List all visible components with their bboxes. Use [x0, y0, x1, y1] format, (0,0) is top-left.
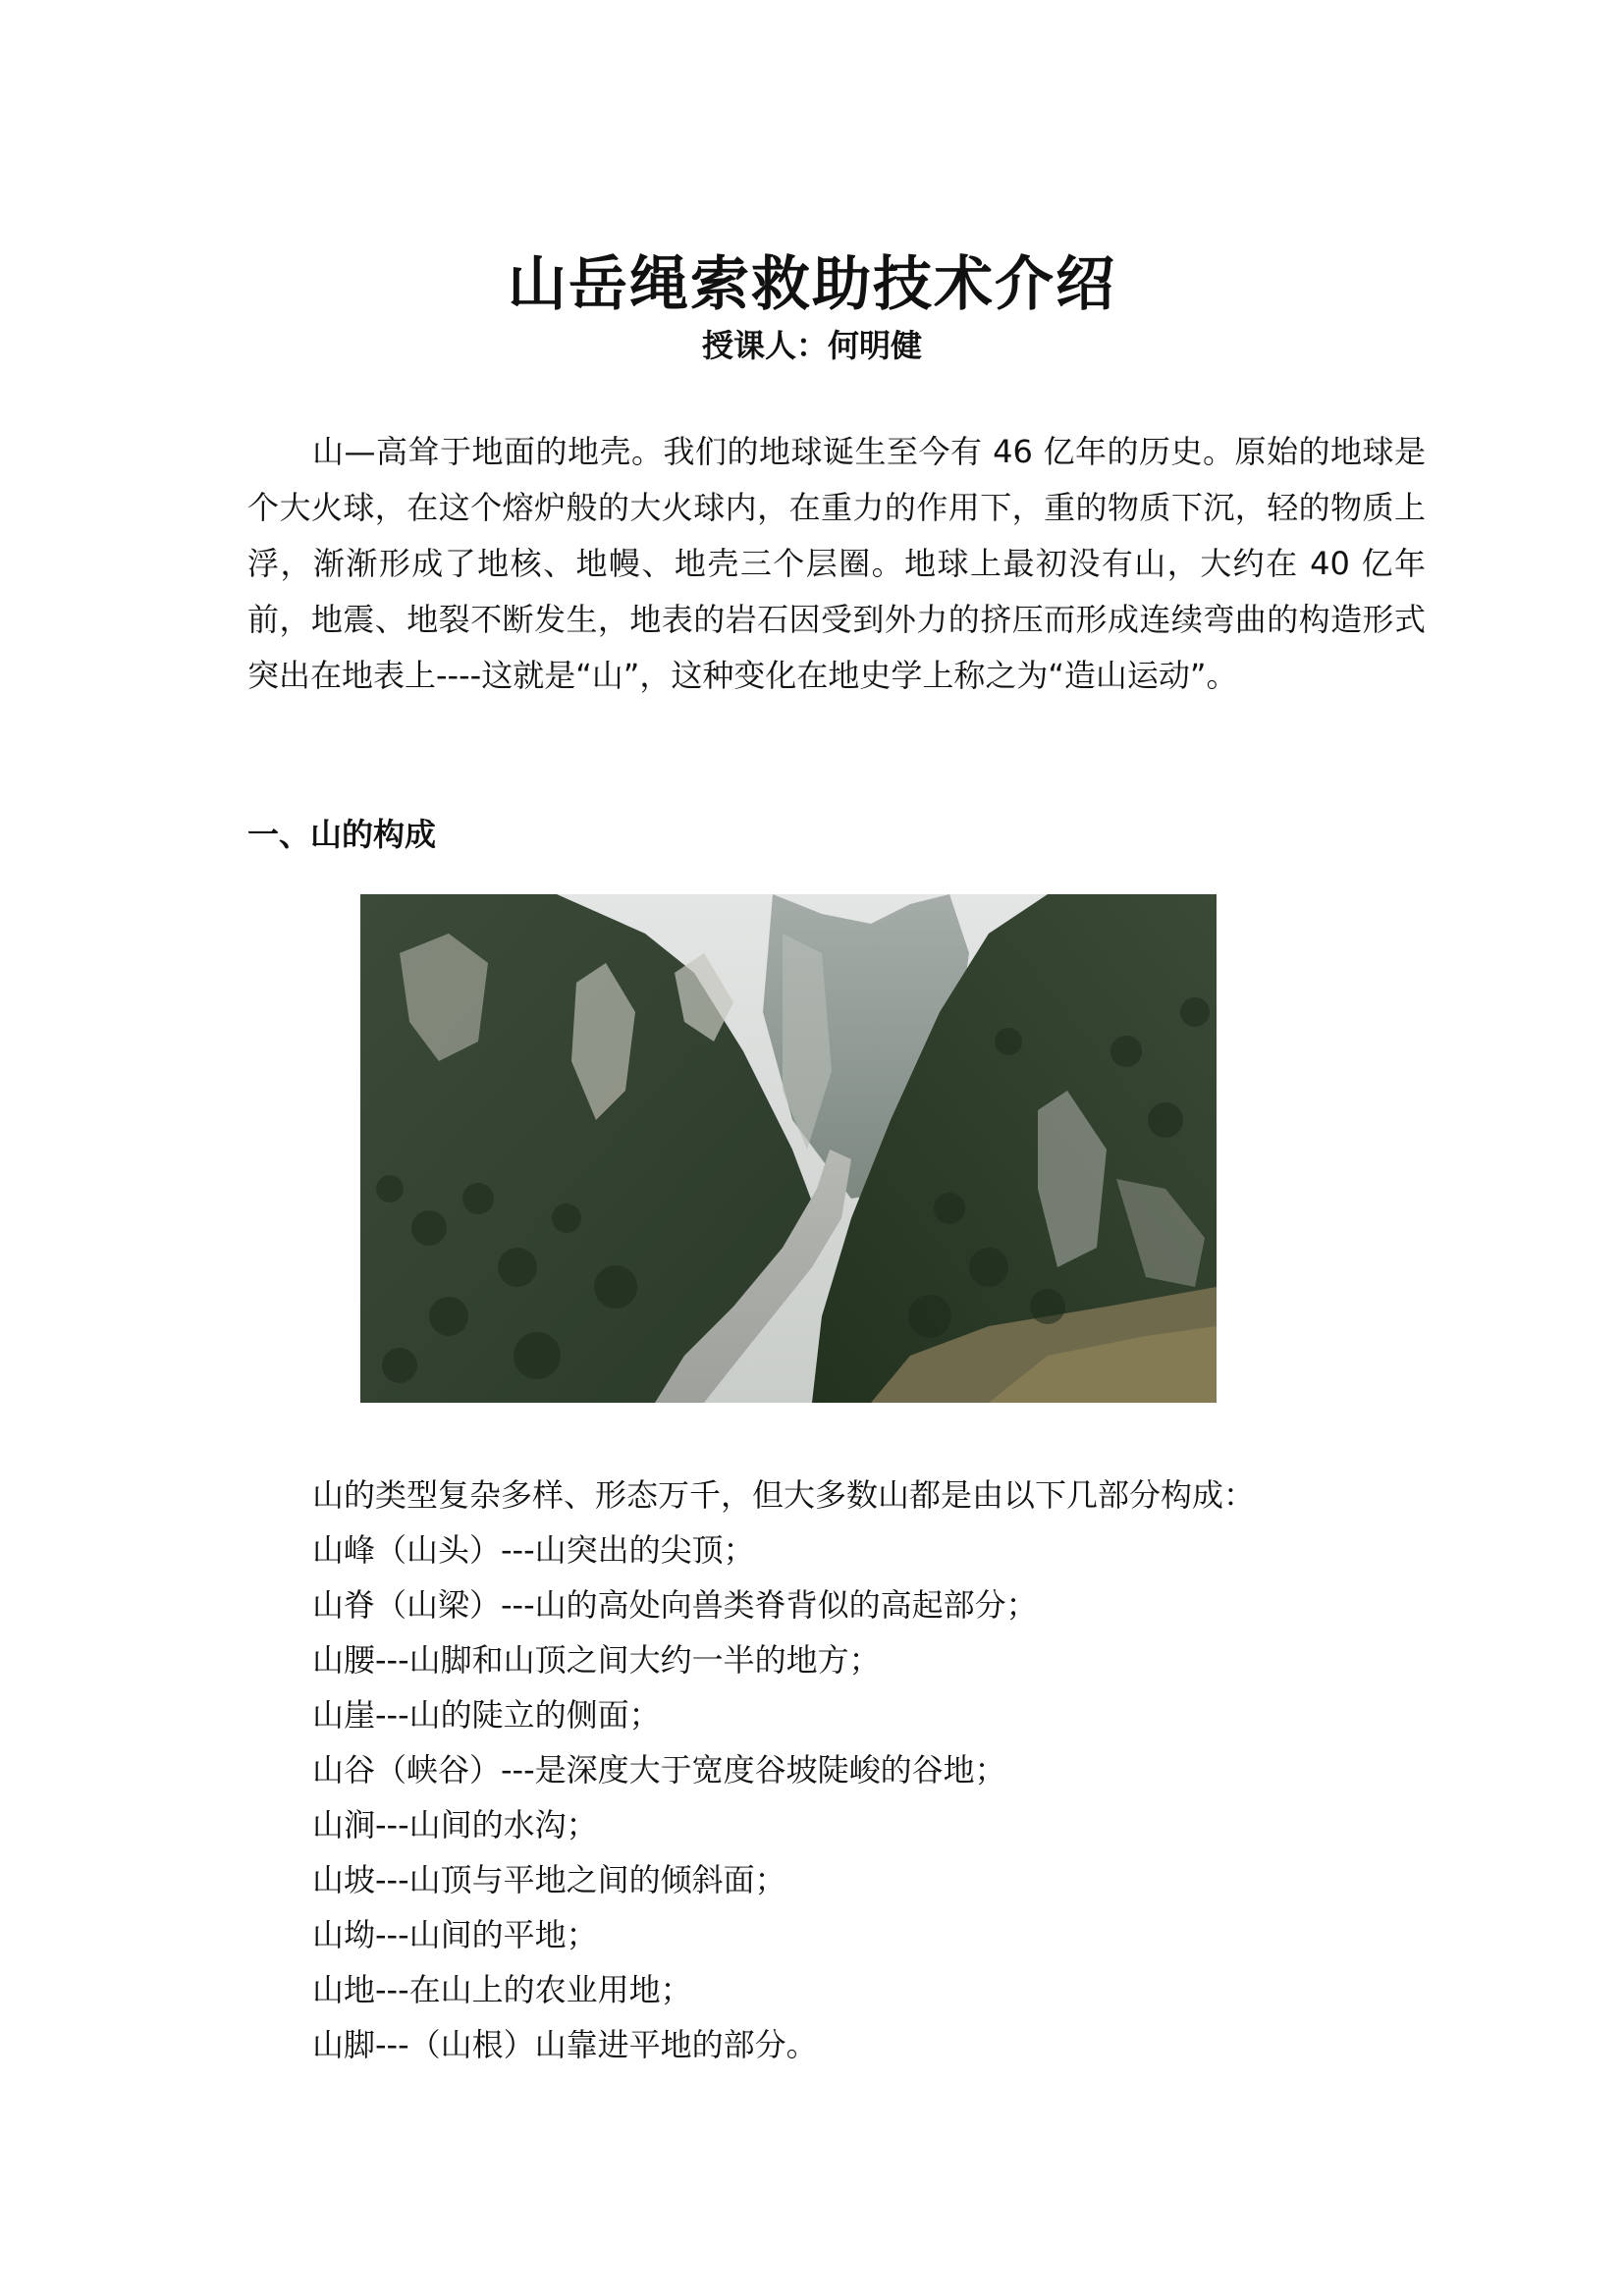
list-item: 山涧---山间的水沟；	[312, 1806, 598, 1843]
list-item: 山坡---山顶与平地之间的倾斜面；	[312, 1861, 786, 1898]
mountain-parts-list	[312, 1468, 1392, 2072]
list-item: 山脚---（山根）山靠进平地的部分。	[312, 2026, 818, 2063]
list-intro-line: 山的类型复杂多样、形态万千，但大多数山都是由以下几部分构成：	[312, 1476, 1256, 1514]
list-item: 山坳---山间的平地；	[312, 1916, 598, 1953]
list-item: 山崖---山的陡立的侧面；	[312, 1696, 661, 1734]
document-title: 山岳绳索救助技术介绍	[508, 250, 1116, 319]
list-item: 山腰---山脚和山顶之间大约一半的地方；	[312, 1641, 881, 1679]
list-item: 山地---在山上的农业用地；	[312, 1971, 692, 2008]
mountain-gorge-photo	[360, 894, 1217, 1403]
section-heading-mountain-composition: 一、山的构成	[247, 816, 437, 853]
document-author: 授课人：何明健	[701, 327, 922, 364]
list-item: 山谷（峡谷）---是深度大于宽度谷坡陡峻的谷地；	[312, 1751, 1006, 1789]
list-item: 山峰（山头）---山突出的尖顶；	[312, 1531, 755, 1569]
intro-paragraph: 山—高耸于地面的地壳。我们的地球诞生至今有 46 亿年的历史。原始的地球是个大火球，在这个熔炉般的大火球内，在重力的作用下，重的物质下沉，轻的物质上浮，渐渐形成了地核、地幔、地壳三个层圈。地球上最初没有山，大约在 40 亿年前，地震、地裂不断发生，地表的岩石因受到外力的挤压而形成连续弯曲的构造形式突出在地表上----这就是“山”，这种变化在地史学上称之为“造山运动”。	[247, 433, 1426, 694]
list-item: 山脊（山梁）---山的高处向兽类脊背似的高起部分；	[312, 1586, 1038, 1624]
